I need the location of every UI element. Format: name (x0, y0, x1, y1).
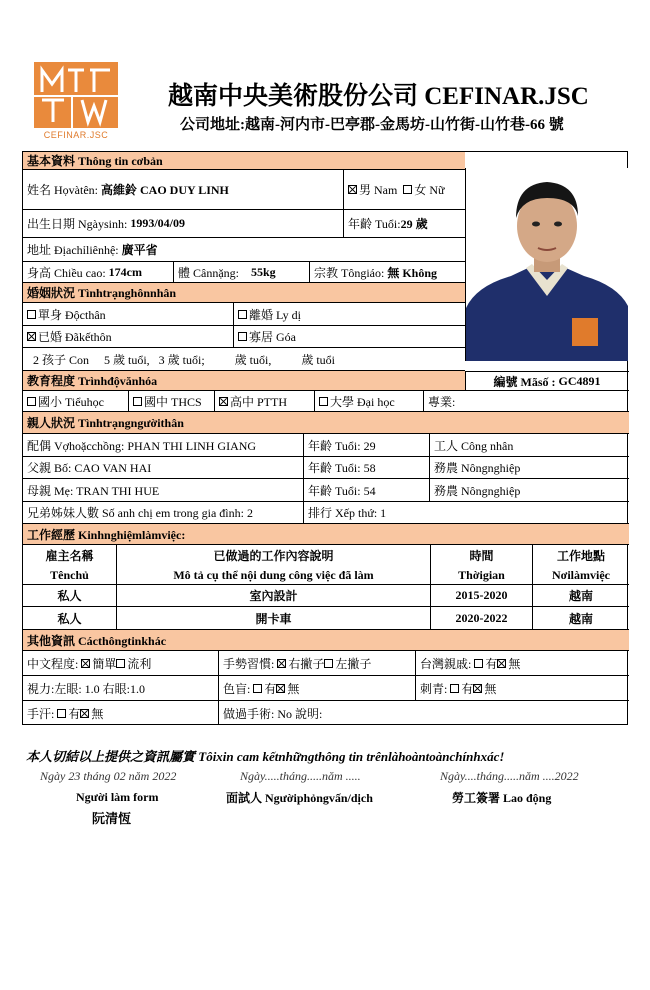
row-marital-2 (23, 326, 465, 348)
signature-interviewer: 面試人 Ngườiphỏngvấn/dịch (226, 791, 373, 805)
female-checkbox[interactable] (403, 185, 412, 194)
colorblind-label: 色盲: (223, 681, 251, 696)
religion-label: 宗教 Tôngiáo: (314, 265, 385, 280)
sibling-order: 排行 Xếp thứ: 1 (303, 502, 629, 523)
sweat-yes-checkbox[interactable] (57, 709, 66, 718)
section-work-title: 工作經歷 Kinhnghiệmlàmviệc: (27, 527, 186, 542)
signature-form-maker: Người làm form (76, 790, 159, 804)
chinese-simple-checkbox[interactable] (81, 659, 90, 668)
colorblind-no-label: 無 (287, 681, 300, 696)
chinese-label: 中文程度: (27, 656, 79, 671)
tattoo-yes-checkbox[interactable] (450, 684, 459, 693)
major-label: 專業: (423, 391, 629, 411)
colorblind-no-checkbox[interactable] (276, 684, 285, 693)
family-row (23, 434, 629, 457)
time-header-vi: Thờigian (458, 567, 505, 582)
work-header (23, 545, 629, 585)
siblings-count: 兄弟姊妹人數 Số anh chị em trong gia đình: 2 (27, 506, 253, 520)
age-label: 年齡 Tuổi: (348, 217, 401, 231)
name-value: 高維鈴 CAO DUY LINH (101, 183, 229, 197)
employer-header-vi: Tênchủ (50, 567, 89, 582)
section-work (23, 524, 629, 545)
family-relation: 母親 Mẹ: TRAN THI HUE (27, 483, 160, 498)
row-dob (23, 210, 465, 238)
family-row (23, 479, 629, 502)
work-place: 越南 (532, 585, 629, 606)
company-logo (30, 62, 122, 148)
family-relation: 父親 Bố: CAO VAN HAI (27, 461, 152, 475)
section-family-title: 親人狀況 Tìnhtrạngngườithân (27, 416, 184, 430)
right-hand-checkbox[interactable] (277, 659, 286, 668)
applicant-photo (465, 168, 628, 361)
surgery-info: 做過手術: No 說明: (218, 701, 629, 725)
work-place: 越南 (532, 607, 629, 629)
section-education (23, 371, 465, 391)
signer-name: 阮清恆 (92, 811, 132, 826)
age-value: 29 歲 (400, 217, 428, 231)
female-label: 女 Nữ (414, 183, 445, 197)
section-other (23, 630, 629, 651)
chinese-fluent-label: 流利 (127, 656, 152, 671)
weight-value: 55kg (251, 264, 276, 279)
family-job: 務農 Nôngnghiệp (429, 457, 629, 478)
sweat-label: 手汗: (27, 706, 55, 721)
vision-info: 視力:左眼: 1.0 右眼:1.0 (27, 681, 146, 696)
university-label: 大學 Đại học (330, 394, 395, 409)
height-value: 174cm (108, 264, 142, 279)
section-basic-title: 基本資料 Thông tin cơbản (27, 154, 163, 168)
row-body (23, 262, 465, 283)
work-row (23, 585, 629, 607)
employer-header-zh: 雇主名稱 (45, 548, 94, 563)
primary-label: 國小 Tiểuhọc (38, 394, 104, 409)
left-hand-label: 左撇子 (335, 656, 372, 671)
family-job: 務農 Nôngnghiệp (429, 479, 629, 501)
male-label: 男 Nam (359, 183, 398, 197)
colorblind-yes-label: 有 (264, 681, 277, 696)
section-other-title: 其他資訊 Cácthôngtinkhác (27, 633, 167, 648)
sweat-no-label: 無 (91, 706, 104, 721)
tattoo-label: 刺青: (420, 681, 448, 696)
family-age: 年齡 Tuổi: 54 (303, 479, 429, 501)
single-label: 單身 Độcthân (38, 307, 106, 322)
company-name: 越南中央美術股份公司 CEFINAR.JSC (168, 83, 589, 110)
desc-header-zh: 已做過的工作內容說明 (213, 548, 334, 563)
family-age: 年齡 Tuổi: 29 (303, 434, 429, 456)
married-checkbox[interactable] (27, 332, 36, 341)
row-address (23, 238, 465, 262)
tattoo-no-label: 無 (484, 681, 497, 696)
code-value: GC4891 (558, 373, 601, 388)
date-worker: Ngày....tháng.....năm ....2022 (440, 769, 579, 783)
place-header-vi: Nơilàmviệc (552, 567, 610, 582)
taiwan-no-label: 無 (508, 656, 521, 671)
taiwan-no-checkbox[interactable] (497, 659, 506, 668)
hand-label: 手勢習慣: (223, 656, 275, 671)
row-education (23, 391, 629, 412)
logo-caption: CEFINAR.JSC (43, 130, 109, 140)
family-job: 工人 Công nhân (429, 434, 629, 456)
chinese-fluent-checkbox[interactable] (116, 659, 125, 668)
tattoo-yes-label: 有 (461, 681, 474, 696)
religion-value: 無 Không (387, 265, 438, 280)
sweat-yes-label: 有 (68, 706, 81, 721)
colorblind-yes-checkbox[interactable] (253, 684, 262, 693)
row-other-1 (23, 651, 629, 676)
name-label: 姓名 Họvàtên: (27, 183, 98, 197)
section-marital-title: 婚姻狀況 Tìnhtrạnghônnhân (27, 286, 177, 300)
row-children (23, 348, 465, 371)
junior-label: 國中 THCS (144, 394, 202, 409)
signature-worker: 勞工簽署 Lao động (452, 791, 552, 805)
date-applicant: Ngày 23 tháng 02 năm 2022 (40, 769, 177, 783)
divorced-checkbox[interactable] (238, 310, 247, 319)
male-checkbox[interactable] (348, 185, 357, 194)
work-employer: 私人 (57, 589, 82, 603)
sweat-no-checkbox[interactable] (80, 709, 89, 718)
married-label: 已婚 Đãkếthôn (38, 330, 112, 344)
date-interviewer: Ngày.....tháng.....năm ..... (240, 769, 361, 783)
family-relation: 配偶 Vợhoặcchồng: PHAN THI LINH GIANG (27, 438, 257, 453)
junior-checkbox[interactable] (133, 397, 142, 406)
height-label: 身高 Chiều cao: (27, 265, 106, 280)
section-education-title: 教育程度 Trìnhđộvănhóa (27, 374, 158, 388)
work-desc: 室內設計 (116, 585, 430, 606)
work-employer: 私人 (57, 611, 82, 626)
work-desc: 開卡車 (116, 607, 430, 629)
work-row (23, 607, 629, 630)
row-marital-1 (23, 303, 465, 326)
taiwan-label: 台灣親戚: (420, 656, 472, 671)
section-family (23, 412, 629, 434)
divorced-label: 離婚 Ly dị (249, 307, 302, 322)
address-value: 廣平省 (121, 243, 158, 257)
row-other-3 (23, 701, 629, 725)
weight-label: 體 Cânnặng: (178, 265, 239, 280)
senior-checkbox[interactable] (219, 397, 228, 406)
widowed-checkbox[interactable] (238, 332, 247, 341)
row-name (23, 170, 465, 210)
work-time: 2015-2020 (430, 585, 532, 606)
family-age: 年齡 Tuổi: 58 (303, 457, 429, 478)
right-hand-label: 右撇子 (288, 656, 325, 671)
application-form (22, 151, 628, 725)
tattoo-no-checkbox[interactable] (473, 684, 482, 693)
section-basic-info (23, 152, 465, 170)
desc-header-vi: Mô tả cụ thể nội dung công việc đã làm (173, 567, 374, 582)
work-time: 2020-2022 (430, 607, 532, 629)
senior-label: 高中 PTTH (230, 394, 288, 409)
widowed-label: 寡居 Góa (249, 330, 296, 344)
place-header-zh: 工作地點 (556, 548, 605, 563)
family-row (23, 457, 629, 479)
children-info: 2 孩子 Con 5 歲 tuổi, 3 歲 tuổi; 歲 tuổi, 歲 tuổi (33, 352, 336, 367)
university-checkbox[interactable] (319, 397, 328, 406)
primary-checkbox[interactable] (27, 397, 36, 406)
logo-mark (34, 62, 118, 128)
taiwan-yes-checkbox[interactable] (474, 659, 483, 668)
row-siblings (23, 502, 629, 524)
dob-label: 出生日期 Ngàysinh: (27, 217, 128, 231)
code-label: 編號 Mãsố : (493, 374, 556, 389)
company-address: 公司地址:越南-河内市-巴亭郡-金馬坊-山竹街-山竹巷-66 號 (180, 117, 564, 133)
taiwan-yes-label: 有 (485, 656, 498, 671)
single-checkbox[interactable] (27, 310, 36, 319)
left-hand-checkbox[interactable] (324, 659, 333, 668)
section-marital (23, 283, 465, 303)
address-label: 地址 Địachỉliênhệ: (27, 243, 119, 257)
row-other-2 (23, 676, 629, 701)
code-box (465, 371, 629, 391)
chinese-simple-label: 簡單 (92, 656, 117, 671)
declaration: 本人切結以上提供之資訊屬實 Tôixin cam kếtnhữngthông tin trênlàhoàntoànchínhxác! (26, 749, 505, 764)
time-header-zh: 時間 (469, 548, 494, 563)
dob-value: 1993/04/09 (130, 216, 186, 230)
